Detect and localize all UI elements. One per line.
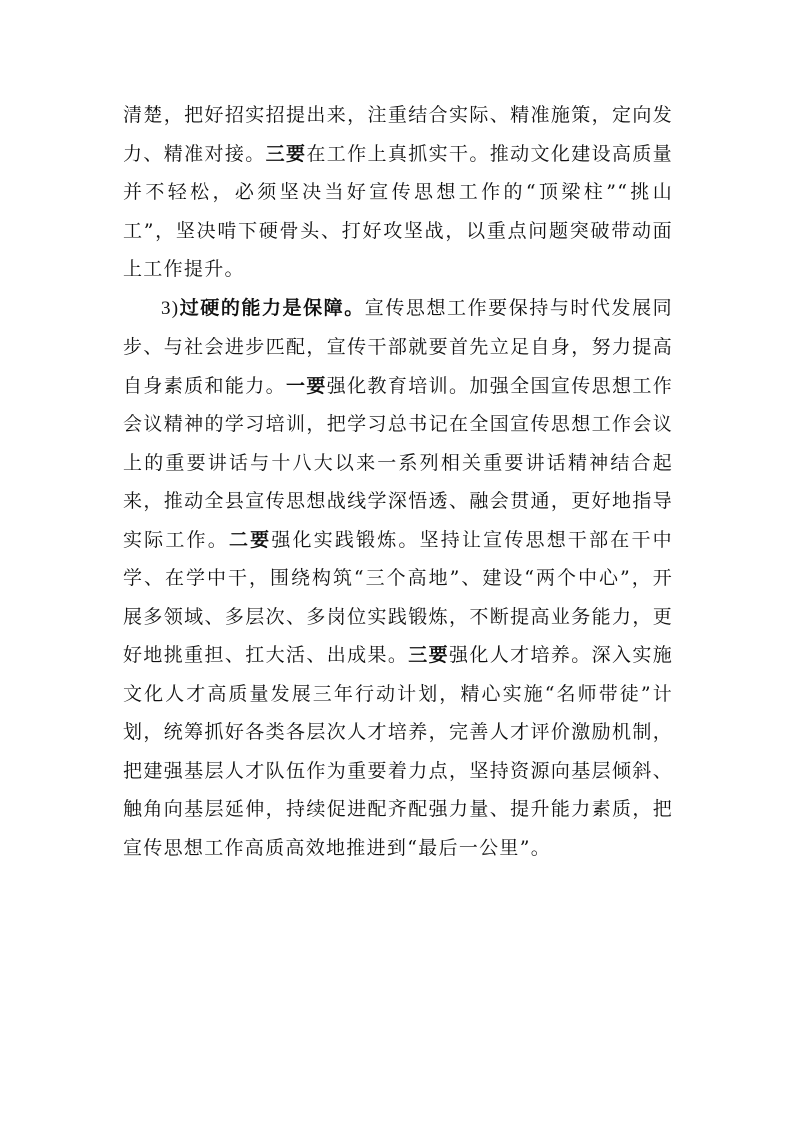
- paragraph-1-text-1: 清楚，把好招实招提出来，注重结合实际、精准施策，定向发力、精准对接。: [123, 104, 673, 165]
- paragraph-2-emphasis-3: 三要: [408, 644, 449, 666]
- paragraph-2-text-4: 强化人才培养。深入实施文化人才高质量发展三年行动计划，精心实施“名师带徒”计划，统筹抓好各类各层次人才培养，完善人才评价激励机制，把建强基层人才队伍作为重要着力点，坚持资源向基层倾斜、触角向基层延伸，持续促进配齐配强力量、提升能力素质，把宣传思想工作高质高效地推进到“最后一公里”。: [123, 644, 673, 859]
- paragraph-2-text-1: 宣传思想工作要保持与时代发展同步、与社会进步匹配，宣传干部就要首先立足自身，努力提高自身素质和能力。: [123, 296, 673, 397]
- paragraph-2-text-2: 强化教育培训。加强全国宣传思想工作会议精神的学习培训，把学习总书记在全国宣传思想工作会议上的重要讲话与十八大以来一系列相关重要讲话精神结合起来，推动全县宣传思想战线学深悟透、融会贯通，更好地指导实际工作。: [123, 374, 673, 551]
- document-body: [123, 96, 673, 867]
- paragraph-2-text-3: 强化实践锻炼。坚持让宣传思想干部在干中学、在学中干，围绕构筑“三个高地”、建设“两个中心”，开展多领域、多层次、多岗位实践锻炼，不断提高业务能力，更好地挑重担、扛大活、出成果。: [123, 528, 673, 666]
- paragraph-1-emphasis-1: 三要: [265, 142, 307, 165]
- paragraph-1: [123, 96, 673, 289]
- paragraph-1-text-2: 在工作上真抓实干。推动文化建设高质量并不轻松，必须坚决当好宣传思想工作的“顶梁柱”“挑山工”，坚决啃下硬骨头、打好攻坚战，以重点问题突破带动面上工作提升。: [123, 142, 673, 280]
- paragraph-2-emphasis-2: 二要: [228, 528, 272, 551]
- paragraph-2: [123, 289, 673, 868]
- paragraph-2-emphasis-1: 一要: [285, 374, 327, 397]
- section-heading: 过硬的能力是保障。: [179, 296, 365, 319]
- section-number: 3): [161, 297, 180, 319]
